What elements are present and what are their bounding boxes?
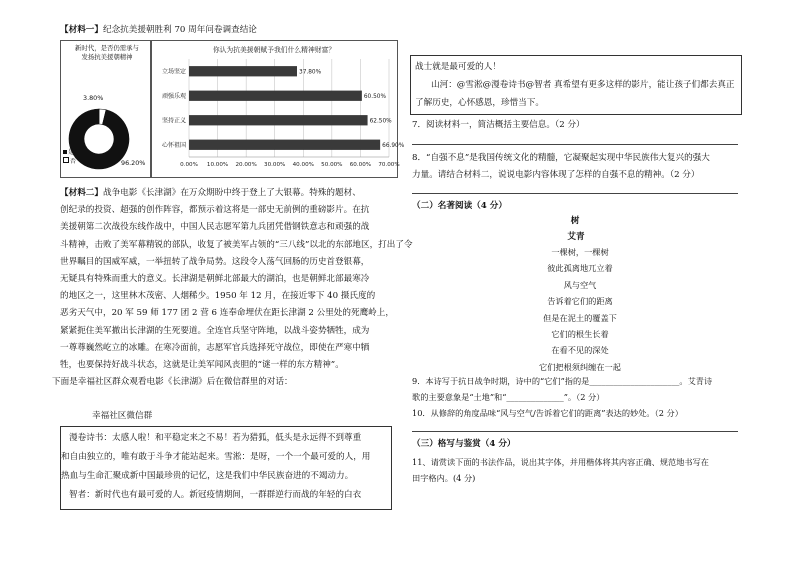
x-tick-label: 70.00% — [378, 162, 400, 168]
material2-line — [60, 185, 413, 202]
x-tick-label: 0.00% — [180, 162, 198, 168]
donut-yes-pct-label: 96.20% — [121, 159, 146, 167]
poem-body — [500, 244, 660, 375]
chat-continuation-box — [410, 55, 742, 115]
x-tick-label: 30.00% — [264, 162, 286, 168]
question-9-line: 9．本诗写于抗日战争时期，诗中的“它们”指的是______________________。艾青诗 — [412, 376, 713, 386]
category-label: 立场坚定 — [161, 68, 186, 76]
answer-line-q10 — [412, 431, 738, 432]
bar-3 — [189, 115, 368, 125]
material2-line: 紧紧扼住美军撤出长津湖的生死要道。全连官兵坚守阵地，以战斗姿势牺牲，成为 — [60, 325, 370, 336]
material1-label: 【材料一】 — [60, 25, 103, 35]
bar-chart-panel — [150, 40, 405, 178]
material2-line-0-text: 战争电影《长津湖》在万众期盼中终于登上了大银幕。特殊的题材、 — [102, 188, 361, 198]
question-8-line: 8．“自强不息”是我国传统文化的精髓，它凝聚起实现中华民族伟大复兴的强大 — [412, 153, 710, 163]
poem-line: 彼此孤离地兀立着 — [547, 263, 613, 274]
poem-line: 它们把根须纠缠在一起 — [539, 361, 621, 372]
donut-no-pct-label: 3.80% — [83, 94, 104, 102]
poem-line: 在看不见的深处 — [551, 345, 609, 356]
legend-yes: 是 — [63, 149, 76, 157]
material2-line: 世界瞩目的国威军威，一举扭转了战争局势。这段令人荡气回肠的历史首登银幕， — [60, 256, 370, 267]
value-label: 66.90% — [382, 142, 405, 149]
material2-line: 恶劣天气中，20 军 59 师 177 团 2 营 6 连奉命埋伏在距长津湖 2 公里处的死鹰岭上， — [60, 308, 394, 319]
section-3-title: （三）格写与鉴赏（4 分） — [412, 439, 516, 449]
chat-line: 智者：新时代也有最可爱的人。新冠疫情期间，一群群逆行而战的年轻的白衣 — [69, 490, 362, 500]
category-label: 心怀祖国 — [161, 141, 186, 149]
material2-line: 无疑具有特殊而重大的意义。长津湖是朝鲜北部最大的湖泊，也是朝鲜北部最寒冷 — [60, 274, 370, 285]
material1-heading — [60, 22, 257, 39]
chat-line: 热血与生命汇聚成新中国最珍贵的记忆，这是我们中华民族奋进的不竭动力。 — [61, 471, 354, 481]
legend-yes-swatch — [63, 150, 67, 154]
donut-legend — [63, 149, 76, 166]
material1-title: 纪念抗美援朝胜利 70 周年问卷调查结论 — [102, 25, 257, 35]
donut-chart-panel — [60, 40, 152, 178]
question-7: 7．阅读材料一，简洁概括主要信息。（2 分） — [412, 120, 585, 130]
chat-line: 和自由独立的，唯有敢于斗争才能站起来。雪淞：是呀，一个一个最可爱的人，用 — [61, 452, 371, 462]
poem-line: 一棵树，一棵树 — [551, 247, 609, 257]
poem-title: 树 — [570, 216, 580, 226]
material2-paragraph — [52, 185, 413, 391]
material2-label: 【材料二】 — [60, 188, 103, 198]
legend-no: 否 — [63, 157, 76, 166]
poem-author: 艾青 — [567, 232, 585, 242]
material2-line: 一尊尊巍然屹立的冰雕。在寒冷面前，志愿军官兵选择死守战位，即使在严寒中牺 — [60, 342, 370, 353]
category-label: 顽强乐观 — [161, 92, 186, 100]
section-2-title: （二）名著阅读（4 分） — [412, 201, 507, 211]
value-label: 60.50% — [363, 93, 386, 100]
x-tick-label: 50.00% — [321, 162, 343, 168]
x-tick-label: 40.00% — [292, 162, 314, 168]
answer-line-q7 — [412, 144, 738, 145]
legend-no-swatch — [63, 157, 69, 163]
chat-cont-line: 了解历史，心怀感恩，珍惜当下。 — [415, 98, 544, 108]
category-label: 坚持正义 — [161, 117, 186, 125]
question-11-line: 11、请赏读下面的书法作品，说出其字体，并用楷体将其内容正确、规范地书写在 — [412, 457, 709, 467]
donut-slices — [69, 109, 129, 169]
chat-cont-line: 山河：@雪淞@漫卷诗书@智者 真希望有更多这样的影片，能让孩子们都去真正 — [431, 80, 735, 90]
chat-lines — [61, 429, 371, 505]
bar-chart-title: 你认为抗美援朝赋予我们什么精神财富？ — [212, 46, 336, 54]
answer-line-q8 — [412, 193, 738, 194]
value-label: 62.50% — [369, 118, 392, 125]
material2-line: 美援朝第二次战役东线作战中，中国人民志愿军第九兵团凭借钢铁意志和顽强的战 — [60, 222, 370, 233]
poem-line: 告诉着它们的距离 — [547, 296, 613, 307]
question-8-line: 力量。请结合材料二，说说电影内容体现了怎样的自强不息的精神。（2 分） — [412, 170, 700, 180]
material2-line: 下面是幸福社区群众观看电影《长津湖》后在微信群里的对话： — [52, 377, 293, 388]
value-label: 37.80% — [299, 69, 322, 76]
bar-2 — [189, 91, 362, 101]
material2-line: 牲，也要保持好战斗状态，这就是让美军闻风丧胆的“谜一样的东方精神”。 — [60, 360, 344, 371]
x-tick-label: 60.00% — [349, 162, 372, 168]
wechat-chat-box — [60, 426, 392, 510]
question-9-line: 歌的主要意象是“土地”和“______________”。（2 分） — [412, 392, 605, 402]
chat-cont-line: 战士就是最可爱的人！ — [415, 62, 501, 72]
donut-slice-yes — [69, 109, 129, 169]
donut-chart-title: 新时代，是否仍需承与 发扬抗美援朝精神 — [75, 44, 139, 61]
question-10: 10．从修辞的角度品味“风与空气/告诉着它们的距离”表达的妙处。（2 分） — [412, 408, 683, 418]
x-tick-label: 20.00% — [235, 162, 257, 168]
poem-line: 它们的根生长着 — [551, 329, 609, 340]
chat-line: 漫卷诗书：太感人啦！和平稳定来之不易！若为猎狐，低头是永远得不到尊重 — [69, 433, 362, 443]
poem-line: 风与空气 — [563, 279, 597, 290]
poem-line: 但是在泥土的覆盖下 — [543, 312, 617, 323]
material2-line: 斗精神，击败了美军幕精锐的部队，收复了被美军占领的“三八线”以北的东部地区，打出了令 — [60, 239, 413, 250]
bar-4 — [189, 140, 380, 150]
question-11-line: 田字格内。(4 分) — [412, 473, 476, 483]
bar-chart — [151, 41, 405, 177]
x-tick-label: 10.00% — [206, 162, 229, 168]
bar-1 — [189, 66, 297, 76]
material2-line: 的地区之一，这里林木茂密、人烟稀少。1950 年 12 月，在接近零下 40 摄氏度的 — [60, 291, 376, 302]
wechat-group-title: 幸福社区微信群 — [92, 411, 153, 421]
material2-line: 创纪录的投资、超强的创作阵容，都预示着这将是一部史无前例的重磅影片。在抗 — [60, 205, 370, 216]
